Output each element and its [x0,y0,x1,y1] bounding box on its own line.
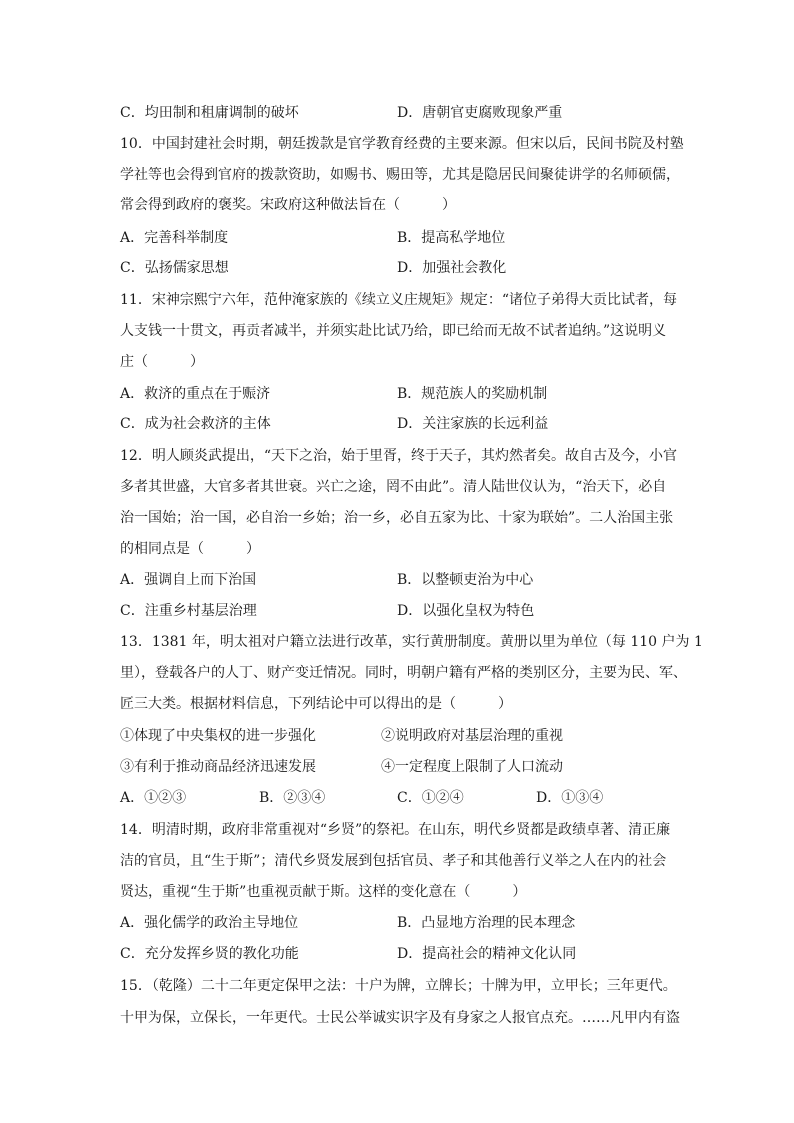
q10-option-d: D．加强社会教化 [397,260,507,276]
q13-stem-line-3: 匠三大类。根据材料信息，下列结论中可以得出的是（ ） [120,696,512,712]
q13-option-c: C．①②④ [397,790,464,806]
q14-stem-line-1: 14．明清时期，政府非常重视对“乡贤”的祭祀。在山东，明代乡贤都是政绩卓著、清正廉 [120,822,671,838]
q15-stem-line-2: 十甲为保，立保长，一年更代。士民公举诚实识字及有身家之人报官点充。……凡甲内有盗 [120,1010,680,1026]
q13-statement-4: ④一定程度上限制了人口流动 [381,759,563,775]
q11-stem-line-1: 11．宋神宗熙宁六年，范仲淹家族的《续立义庄规矩》规定：“诸位子弟得大贡比试者，每 [120,292,677,308]
q10-stem-line-2: 学社等也会得到官府的拨款资助，如赐书、赐田等，尤其是隐居民间聚徒讲学的名师硕儒， [120,167,680,183]
q14-option-c: C．充分发挥乡贤的教化功能 [120,946,299,962]
q12-stem-line-4: 的相同点是（ ） [120,541,260,557]
q12-stem-line-1: 12．明人顾炎武提出，“天下之治，始于里胥，终于天子，其灼然者矣。故自古及今，小官 [120,448,677,464]
q12-option-a: A．强调自上而下治国 [120,572,257,588]
q10-stem-line-3: 常会得到政府的褒奖。宋政府这种做法旨在（ ） [120,197,456,213]
q11-option-b: B．规范族人的奖励机制 [397,386,548,402]
q13-option-a: A．①②③ [120,790,187,806]
q12-stem-line-3: 治一国始；治一国，必自治一乡始；治一乡，必自五家为比、十家为联始”。二人治国主张 [120,510,674,526]
q11-option-a: A．救济的重点在于赈济 [120,386,271,402]
q14-option-a: A．强化儒学的政治主导地位 [120,915,299,931]
q11-stem-line-3: 庄（ ） [120,354,204,370]
q10-option-c: C．弘扬儒家思想 [120,260,229,276]
q14-option-b: B．凸显地方治理的民本理念 [397,915,576,931]
q14-stem-line-3: 贤达，重视“生于斯”也重视贡献于斯。这样的变化意在（ ） [120,884,527,900]
q9-option-c: C．均田制和租庸调制的破坏 [120,105,299,121]
q12-stem-line-2: 多者其世盛，大官多者其世衰。兴亡之途，罔不由此”。清人陆世仪认为，“治天下，必自 [120,479,667,495]
q13-option-b: B．②③④ [259,790,326,806]
q13-option-d: D．①③④ [536,790,604,806]
q11-stem-line-2: 人支钱一十贯文，再贡者减半，并须实赴比试乃给，即已给而无故不试者追纳。”这说明义 [120,323,667,339]
q13-statement-3: ③有利于推动商品经济迅速发展 [120,759,316,775]
q12-option-d: D．以强化皇权为特色 [397,603,535,619]
q14-stem-line-2: 洁的官员，且“生于斯”；清代乡贤发展到包括官员、孝子和其他善行义举之人在内的社会 [120,853,667,869]
q11-option-c: C．成为社会救济的主体 [120,416,271,432]
q13-stem-line-2: 里），登载各户的人丁、财产变迁情况。同时，明朝户籍有严格的类别区分，主要为民、军、 [120,665,687,681]
q14-option-d: D．提高社会的精神文化认同 [397,946,577,962]
q10-option-a: A．完善科举制度 [120,230,229,246]
q12-option-b: B．以整顿吏治为中心 [397,572,534,588]
q11-option-d: D．关注家族的长远利益 [397,416,549,432]
q13-stem-line-1: 13．1381 年，明太祖对户籍立法进行改革，实行黄册制度。黄册以里为单位（每 110 户为 1 [120,634,703,650]
q12-option-c: C．注重乡村基层治理 [120,603,257,619]
q13-statement-2: ②说明政府对基层治理的重视 [381,728,563,744]
q9-option-d: D．唐朝官吏腐败现象严重 [397,105,563,121]
q13-statement-1: ①体现了中央集权的进一步强化 [120,728,316,744]
q10-option-b: B．提高私学地位 [397,230,506,246]
q10-stem-line-1: 10．中国封建社会时期，朝廷拨款是官学教育经费的主要来源。但宋以后，民间书院及村塾 [120,136,684,152]
q15-stem-line-1: 15．（乾隆）二十二年更定保甲之法：十户为牌，立牌长；十牌为甲，立甲长；三年更代。 [120,978,677,994]
